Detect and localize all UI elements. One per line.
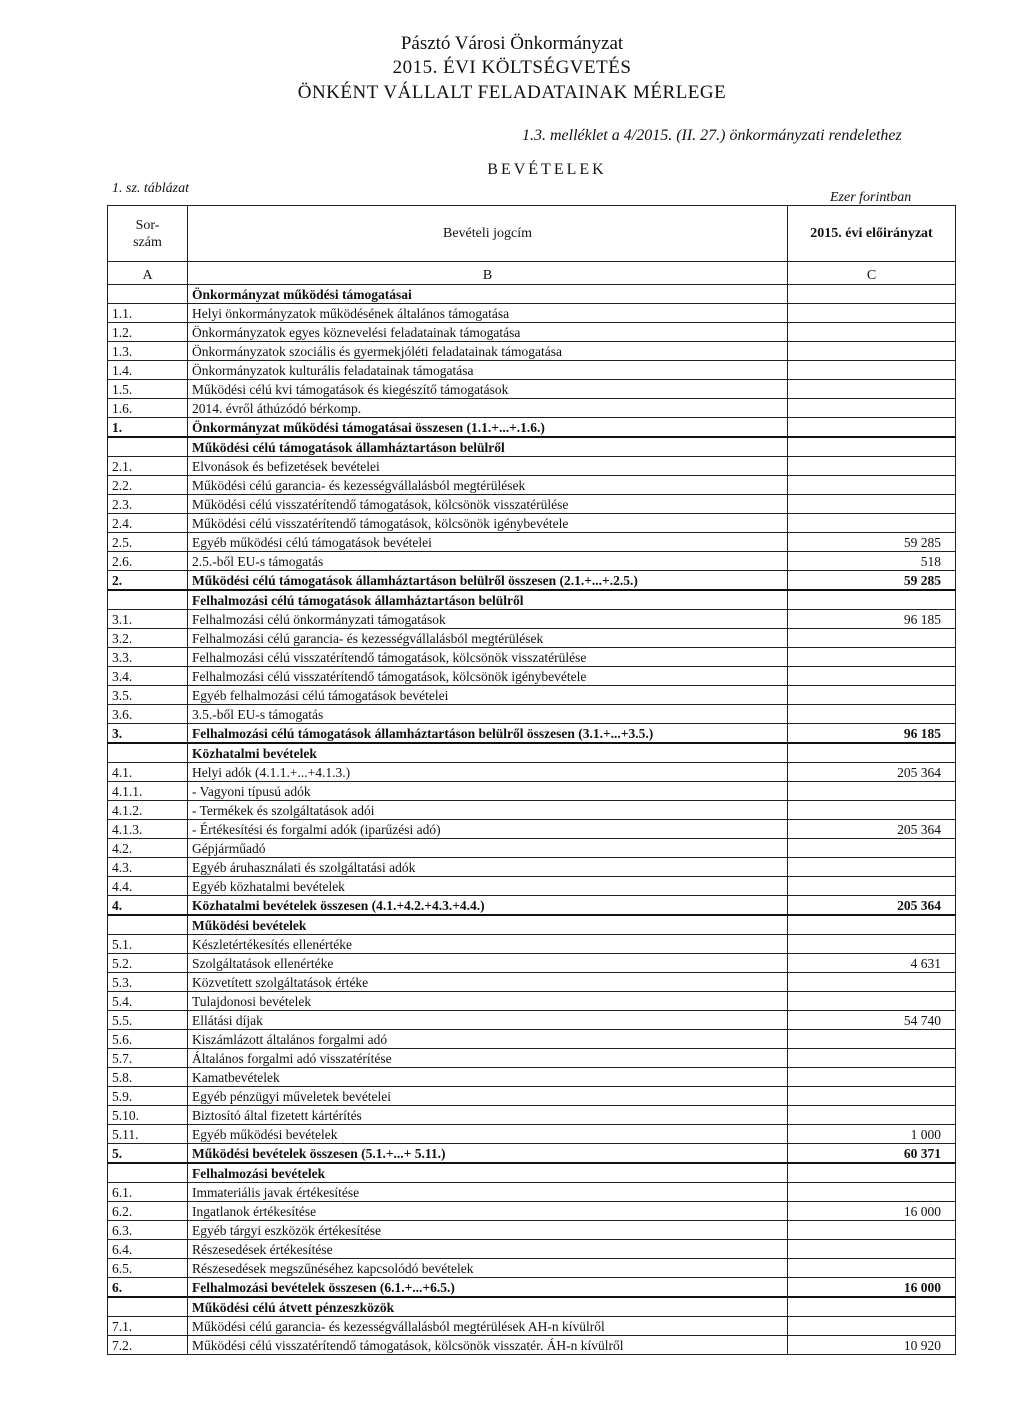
table-row	[108, 342, 956, 361]
row-number: 1.4.	[108, 361, 188, 380]
row-number: 5.11.	[108, 1125, 188, 1144]
row-value	[788, 667, 956, 686]
table-label: 1. sz. táblázat	[112, 181, 190, 196]
row-number: 5.4.	[108, 992, 188, 1011]
row-value	[788, 342, 956, 361]
row-value	[788, 361, 956, 380]
row-number: 5.8.	[108, 1068, 188, 1087]
row-title: Működési célú támogatások államháztartáson belülről összesen (2.1.+...+.2.5.)	[188, 571, 788, 591]
row-title: 2.5.-ből EU-s támogatás	[188, 552, 788, 571]
table-row	[108, 457, 956, 476]
section-title: BEVÉTELEK	[487, 161, 607, 178]
row-value	[788, 437, 956, 457]
row-value: 96 185	[788, 610, 956, 629]
row-title: Biztosító által fizetett kártérítés	[188, 1106, 788, 1125]
row-value	[788, 1030, 956, 1049]
row-title: Felhalmozási célú támogatások államháztartáson belülről összesen (3.1.+...+3.5.)	[188, 724, 788, 744]
row-number	[108, 1297, 188, 1317]
row-number: 6.1.	[108, 1183, 188, 1202]
row-number: 1.2.	[108, 323, 188, 342]
row-value: 10 920	[788, 1336, 956, 1355]
table-row	[108, 1106, 956, 1125]
row-value: 59 285	[788, 571, 956, 591]
table-row	[108, 705, 956, 724]
table-row	[108, 629, 956, 648]
row-title: Önkormányzatok egyes köznevelési feladatainak támogatása	[188, 323, 788, 342]
row-number: 1.1.	[108, 304, 188, 323]
row-title: Önkormányzatok kulturális feladatainak támogatása	[188, 361, 788, 380]
table-row	[108, 896, 956, 916]
table-row	[108, 839, 956, 858]
row-number: 4.1.1.	[108, 782, 188, 801]
row-title: Egyéb pénzügyi műveletek bevételei	[188, 1087, 788, 1106]
row-number: 7.1.	[108, 1317, 188, 1336]
row-value	[788, 1297, 956, 1317]
table-row	[108, 782, 956, 801]
row-number: 4.1.2.	[108, 801, 188, 820]
row-value	[788, 399, 956, 418]
row-number: 5.1.	[108, 935, 188, 954]
row-title: Egyéb működési bevételek	[188, 1125, 788, 1144]
row-number: 4.1.3.	[108, 820, 188, 839]
row-title: - Vagyoni típusú adók	[188, 782, 788, 801]
row-value: 54 740	[788, 1011, 956, 1030]
row-number: 1.	[108, 418, 188, 438]
row-value	[788, 418, 956, 438]
row-number: 3.4.	[108, 667, 188, 686]
revenue-table	[107, 205, 956, 1355]
table-row	[108, 763, 956, 782]
row-title: Felhalmozási bevételek összesen (6.1.+...+6.5.)	[188, 1278, 788, 1298]
row-value	[788, 973, 956, 992]
row-number: 2.2.	[108, 476, 188, 495]
row-value	[788, 705, 956, 724]
municipality-title: Pásztó Városi Önkormányzat	[400, 33, 624, 54]
row-title: Tulajdonosi bevételek	[188, 992, 788, 1011]
table-row	[108, 667, 956, 686]
row-title: Közhatalmi bevételek összesen (4.1.+4.2.+4.3.+4.4.)	[188, 896, 788, 916]
table-row	[108, 418, 956, 438]
row-title: Működési célú kvi támogatások és kiegészítő támogatások	[188, 380, 788, 399]
table-row	[108, 1011, 956, 1030]
table-row	[108, 1087, 956, 1106]
row-number	[108, 1163, 188, 1183]
row-value	[788, 380, 956, 399]
row-value	[788, 285, 956, 304]
row-title: Felhalmozási célú támogatások államháztartáson belülről	[188, 590, 788, 610]
row-number: 2.	[108, 571, 188, 591]
row-value	[788, 1259, 956, 1278]
row-number: 2.3.	[108, 495, 188, 514]
row-number: 4.4.	[108, 877, 188, 896]
table-row	[108, 514, 956, 533]
row-number: 3.6.	[108, 705, 188, 724]
table-row	[108, 1240, 956, 1259]
row-number: 2.6.	[108, 552, 188, 571]
row-number: 7.2.	[108, 1336, 188, 1355]
table-row	[108, 992, 956, 1011]
table-row	[108, 1297, 956, 1317]
col-a-letter: A	[108, 262, 188, 285]
row-value	[788, 304, 956, 323]
row-value	[788, 992, 956, 1011]
row-title: Felhalmozási bevételek	[188, 1163, 788, 1183]
row-title: Készletértékesítés ellenértéke	[188, 935, 788, 954]
row-value	[788, 514, 956, 533]
row-title: Általános forgalmi adó visszatérítése	[188, 1049, 788, 1068]
col-c-letter: C	[788, 262, 956, 285]
table-row	[108, 686, 956, 705]
row-title: Önkormányzat működési támogatásai	[188, 285, 788, 304]
row-title: Működési célú átvett pénzeszközök	[188, 1297, 788, 1317]
row-value	[788, 839, 956, 858]
row-number: 6.2.	[108, 1202, 188, 1221]
table-row	[108, 571, 956, 591]
row-title: Önkormányzat működési támogatásai összesen (1.1.+...+.1.6.)	[188, 418, 788, 438]
row-title: Működési célú támogatások államháztartáson belülről	[188, 437, 788, 457]
row-value	[788, 1240, 956, 1259]
col-b-header: Bevételi jogcím	[188, 206, 788, 262]
row-value: 205 364	[788, 896, 956, 916]
row-title: Elvonások és befizetések bevételei	[188, 457, 788, 476]
row-value	[788, 1183, 956, 1202]
row-title: Ellátási díjak	[188, 1011, 788, 1030]
row-number: 1.6.	[108, 399, 188, 418]
row-value	[788, 629, 956, 648]
row-number: 2.4.	[108, 514, 188, 533]
row-value	[788, 457, 956, 476]
row-title: Részesedések megszűnéséhez kapcsolódó bevételek	[188, 1259, 788, 1278]
row-title: Ingatlanok értékesítése	[188, 1202, 788, 1221]
table-row	[108, 1163, 956, 1183]
col-b-letter: B	[188, 262, 788, 285]
row-value	[788, 1049, 956, 1068]
table-row	[108, 533, 956, 552]
row-title: Működési célú visszatérítendő támogatások, kölcsönök igénybevétele	[188, 514, 788, 533]
table-row	[108, 1317, 956, 1336]
row-number	[108, 590, 188, 610]
row-title: Működési célú visszatérítendő támogatások, kölcsönök visszatérülése	[188, 495, 788, 514]
row-number: 4.3.	[108, 858, 188, 877]
table-row	[108, 590, 956, 610]
table-row	[108, 552, 956, 571]
row-number: 2.5.	[108, 533, 188, 552]
row-title: Egyéb közhatalmi bevételek	[188, 877, 788, 896]
row-value	[788, 1163, 956, 1183]
row-title: Egyéb felhalmozási célú támogatások bevételei	[188, 686, 788, 705]
table-row	[108, 285, 956, 304]
row-value: 205 364	[788, 820, 956, 839]
col-a-header: Sor- szám	[108, 206, 188, 262]
row-value	[788, 1087, 956, 1106]
row-value: 96 185	[788, 724, 956, 744]
column-header-row	[108, 206, 956, 262]
row-title: Kiszámlázott általános forgalmi adó	[188, 1030, 788, 1049]
table-row	[108, 610, 956, 629]
table-row	[108, 820, 956, 839]
table-row	[108, 1144, 956, 1164]
budget-title: 2015. ÉVI KÖLTSÉGVETÉS	[392, 57, 632, 78]
table-row	[108, 648, 956, 667]
table-row	[108, 877, 956, 896]
row-value	[788, 1068, 956, 1087]
row-value: 1 000	[788, 1125, 956, 1144]
row-title: Felhalmozási célú garancia- és kezességvállalásból megtérülések	[188, 629, 788, 648]
row-value	[788, 1221, 956, 1240]
row-value	[788, 648, 956, 667]
table-row	[108, 304, 956, 323]
row-title: Működési bevételek összesen (5.1.+...+ 5.11.)	[188, 1144, 788, 1164]
row-number: 6.5.	[108, 1259, 188, 1278]
row-value: 4 631	[788, 954, 956, 973]
row-number: 5.2.	[108, 954, 188, 973]
row-title: - Termékek és szolgáltatások adói	[188, 801, 788, 820]
row-title: Működési célú visszatérítendő támogatások, kölcsönök visszatér. ÁH-n kívülről	[188, 1336, 788, 1355]
table-row	[108, 935, 956, 954]
row-number: 3.2.	[108, 629, 188, 648]
table-row	[108, 801, 956, 820]
table-row	[108, 361, 956, 380]
table-row	[108, 724, 956, 744]
row-number: 1.5.	[108, 380, 188, 399]
row-title: Helyi önkormányzatok működésének általános támogatása	[188, 304, 788, 323]
row-value	[788, 590, 956, 610]
annex-reference: 1.3. melléklet a 4/2015. (II. 27.) önkormányzati rendelethez	[522, 127, 902, 144]
balance-title: ÖNKÉNT VÁLLALT FELADATAINAK MÉRLEGE	[297, 82, 727, 103]
row-value: 60 371	[788, 1144, 956, 1164]
row-number	[108, 915, 188, 935]
row-title: Önkormányzatok szociális és gyermekjóléti feladatainak támogatása	[188, 342, 788, 361]
row-title: - Értékesítési és forgalmi adók (iparűzési adó)	[188, 820, 788, 839]
table-row	[108, 973, 956, 992]
row-title: Felhalmozási célú visszatérítendő támogatások, kölcsönök visszatérülése	[188, 648, 788, 667]
row-number: 5.5.	[108, 1011, 188, 1030]
table-row	[108, 954, 956, 973]
row-value: 16 000	[788, 1278, 956, 1298]
row-number: 3.3.	[108, 648, 188, 667]
row-number	[108, 743, 188, 763]
row-value	[788, 743, 956, 763]
row-value	[788, 915, 956, 935]
row-number	[108, 437, 188, 457]
row-title: Felhalmozási célú visszatérítendő támogatások, kölcsönök igénybevétele	[188, 667, 788, 686]
table-row	[108, 1221, 956, 1240]
row-number: 6.3.	[108, 1221, 188, 1240]
row-title: Egyéb tárgyi eszközök értékesítése	[188, 1221, 788, 1240]
row-number: 6.	[108, 1278, 188, 1298]
row-title: Részesedések értékesítése	[188, 1240, 788, 1259]
row-number	[108, 285, 188, 304]
row-value	[788, 801, 956, 820]
row-value	[788, 686, 956, 705]
unit-label: Ezer forintban	[830, 190, 912, 205]
table-row	[108, 380, 956, 399]
column-letter-row	[108, 262, 956, 285]
revenue-table-body	[108, 206, 956, 1355]
table-row	[108, 1068, 956, 1087]
row-number: 3.5.	[108, 686, 188, 705]
table-row	[108, 1125, 956, 1144]
table-row	[108, 1030, 956, 1049]
row-value	[788, 782, 956, 801]
row-value	[788, 858, 956, 877]
row-title: Helyi adók (4.1.1.+...+4.1.3.)	[188, 763, 788, 782]
table-row	[108, 1183, 956, 1202]
row-title: Szolgáltatások ellenértéke	[188, 954, 788, 973]
table-row	[108, 858, 956, 877]
row-number: 5.9.	[108, 1087, 188, 1106]
row-title: Egyéb áruhasználati és szolgáltatási adók	[188, 858, 788, 877]
row-value: 518	[788, 552, 956, 571]
row-number: 4.	[108, 896, 188, 916]
row-number: 6.4.	[108, 1240, 188, 1259]
row-title: Működési célú garancia- és kezességvállalásból megtérülések AH-n kívülről	[188, 1317, 788, 1336]
table-row	[108, 476, 956, 495]
table-row	[108, 1259, 956, 1278]
row-number: 3.1.	[108, 610, 188, 629]
table-row	[108, 915, 956, 935]
row-title: Kamatbevételek	[188, 1068, 788, 1087]
row-title: Felhalmozási célú önkormányzati támogatások	[188, 610, 788, 629]
table-row	[108, 437, 956, 457]
row-number: 5.3.	[108, 973, 188, 992]
row-value	[788, 323, 956, 342]
row-number: 5.10.	[108, 1106, 188, 1125]
table-row	[108, 1202, 956, 1221]
row-number: 4.1.	[108, 763, 188, 782]
table-row	[108, 495, 956, 514]
row-title: Közvetített szolgáltatások értéke	[188, 973, 788, 992]
table-row	[108, 1049, 956, 1068]
table-row	[108, 743, 956, 763]
row-title: Működési célú garancia- és kezességvállalásból megtérülések	[188, 476, 788, 495]
row-number: 5.	[108, 1144, 188, 1164]
row-value	[788, 935, 956, 954]
row-value	[788, 1317, 956, 1336]
row-value	[788, 877, 956, 896]
row-title: Gépjárműadó	[188, 839, 788, 858]
row-title: Közhatalmi bevételek	[188, 743, 788, 763]
row-number: 2.1.	[108, 457, 188, 476]
col-c-header: 2015. évi előirányzat	[788, 206, 956, 262]
row-number: 4.2.	[108, 839, 188, 858]
row-value: 59 285	[788, 533, 956, 552]
table-row	[108, 323, 956, 342]
row-number: 5.7.	[108, 1049, 188, 1068]
row-title: Működési bevételek	[188, 915, 788, 935]
table-row	[108, 399, 956, 418]
row-title: 2014. évről áthúzódó bérkomp.	[188, 399, 788, 418]
row-value	[788, 1106, 956, 1125]
table-row	[108, 1336, 956, 1355]
row-title: Egyéb működési célú támogatások bevételei	[188, 533, 788, 552]
row-number: 3.	[108, 724, 188, 744]
row-value: 205 364	[788, 763, 956, 782]
row-number: 5.6.	[108, 1030, 188, 1049]
row-title: 3.5.-ből EU-s támogatás	[188, 705, 788, 724]
row-value: 16 000	[788, 1202, 956, 1221]
row-number: 1.3.	[108, 342, 188, 361]
row-title: Immateriális javak értékesítése	[188, 1183, 788, 1202]
table-row	[108, 1278, 956, 1298]
row-value	[788, 495, 956, 514]
row-value	[788, 476, 956, 495]
